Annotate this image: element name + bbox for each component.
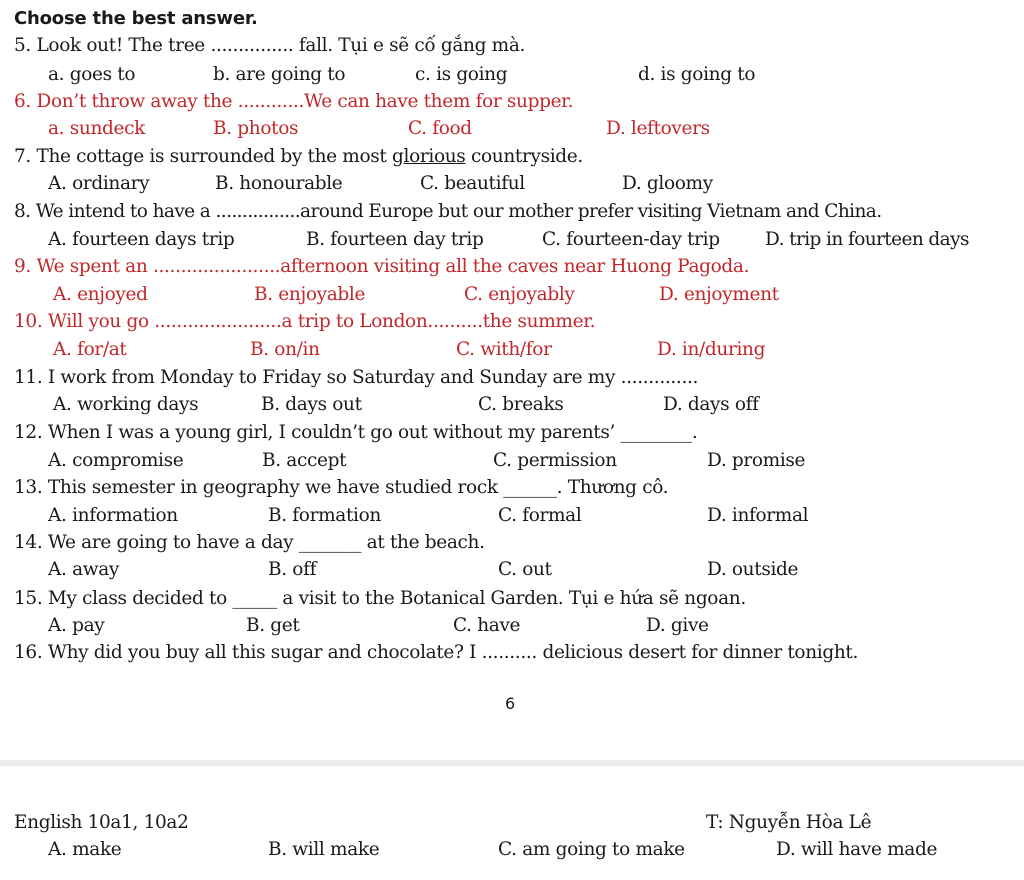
q10-option-d: D. in/during [657,339,766,360]
question-text: . Thương cô. [556,477,669,498]
question-text: fall. Tụi e sẽ cố gắng mà. [293,35,526,56]
q9-option-c: C. enjoyably [464,284,575,305]
q7-option-d: D. gloomy [622,173,713,194]
question-text: a trip to London..........the summer. [281,311,596,332]
q6-option-a: a. sundeck [48,118,145,139]
footer-teacher: T: Nguyễn Hòa Lê [706,812,872,833]
question-text: 9. We spent an [14,256,153,277]
answer-blank: _______ [298,532,362,553]
q14-option-d: D. outside [707,559,799,580]
answer-blank: .............. [620,367,699,388]
q11-option-c: C. breaks [478,394,564,415]
q5-option-c: c. is going [415,64,508,85]
answer-blank: ............ [237,91,305,112]
question-text: afternoon visiting all the caves near Huong Pagoda. [280,256,750,277]
page-number: 6 [505,694,516,713]
q16-option-c: C. am going to make [498,839,685,860]
question-text: 7. The cottage is surrounded by the most [14,146,393,167]
question-text: 15. My class decided to [14,588,233,609]
q13-option-d: D. informal [707,505,809,526]
question-text: 5. Look out! The tree [14,35,211,56]
question-text: delicious desert for dinner tonight. [536,642,859,663]
instruction-heading: Choose the best answer. [14,8,258,29]
q8-option-b: B. fourteen day trip [306,229,484,250]
question-text: 11. I work from Monday to Friday so Saturday and Sunday are my [14,367,621,388]
q10-option-b: B. on/in [250,339,320,360]
question-13 [14,476,668,500]
q12-option-c: C. permission [493,450,617,471]
q15-option-a: A. pay [48,615,105,636]
question-text: We can have them for supper. [304,91,574,112]
q6-option-b: B. photos [213,118,299,139]
q9-option-d: D. enjoyment [659,284,779,305]
q13-option-a: A. information [48,505,178,526]
page-separator [0,760,1024,766]
answer-blank: ______ [503,477,557,498]
answer-blank: ....................... [152,256,281,277]
question-8 [14,200,882,224]
question-6 [14,90,573,114]
q13-option-b: B. formation [268,505,381,526]
answer-blank: ________ [620,422,692,443]
q7-option-a: A. ordinary [48,173,150,194]
question-text: 14. We are going to have a day [14,532,299,553]
question-16 [14,641,858,665]
q8-option-d: D. trip in fourteen days [765,229,969,250]
q15-option-c: C. have [453,615,521,636]
question-text: 8. We intend to have a [14,201,216,222]
question-text: around Europe but our mother prefer visiting Vietnam and China. [300,201,882,222]
question-15 [14,587,746,611]
answer-blank: _____ [232,588,277,609]
q11-option-d: D. days off [663,394,759,415]
q14-option-b: B. off [268,559,317,580]
q13-option-c: C. formal [498,505,582,526]
footer-class: English 10a1, 10a2 [14,812,189,833]
question-text: at the beach. [361,532,485,553]
answer-blank: ....................... [154,311,282,332]
q15-option-b: B. get [246,615,300,636]
q7-option-c: C. beautiful [420,173,525,194]
question-11 [14,366,698,390]
question-10 [14,310,595,334]
question-text: . [691,422,698,443]
q11-option-b: B. days out [261,394,362,415]
q8-option-c: C. fourteen-day trip [542,229,720,250]
q6-option-d: D. leftovers [606,118,710,139]
q15-option-d: D. give [646,615,709,636]
q9-option-b: B. enjoyable [254,284,366,305]
q11-option-a: A. working days [53,394,199,415]
underlined-word: glorious [392,146,466,167]
question-text: 12. When I was a young girl, I couldn’t go out without my parents’ [14,422,621,443]
q14-option-c: C. out [498,559,552,580]
question-9 [14,255,749,279]
question-text: 6. Don’t throw away the [14,91,238,112]
question-text: a visit to the Botanical Garden. Tụi e hứa sẽ ngoan. [276,588,746,609]
answer-blank: ............... [210,35,294,56]
q9-option-a: A. enjoyed [53,284,148,305]
q12-option-d: D. promise [707,450,806,471]
question-text: countryside. [465,146,583,167]
q5-option-d: d. is going to [638,64,756,85]
q10-option-a: A. for/at [53,339,127,360]
question-12 [14,421,697,445]
q12-option-b: B. accept [262,450,347,471]
answer-blank: ................ [215,201,301,222]
q5-option-b: b. are going to [213,64,346,85]
q10-option-c: C. with/for [456,339,552,360]
q12-option-a: A. compromise [48,450,184,471]
answer-blank: .......... [481,642,537,663]
question-5 [14,34,525,58]
q5-option-a: a. goes to [48,64,136,85]
q6-option-c: C. food [408,118,472,139]
question-14 [14,531,485,555]
question-7 [14,145,583,169]
q7-option-b: B. honourable [215,173,343,194]
q14-option-a: A. away [48,559,120,580]
q16-option-a: A. make [48,839,122,860]
q16-option-b: B. will make [268,839,380,860]
question-text: 13. This semester in geography we have studied rock [14,477,504,498]
q8-option-a: A. fourteen days trip [48,229,235,250]
question-text: 16. Why did you buy all this sugar and chocolate? I [14,642,482,663]
question-text: 10. Will you go [14,311,155,332]
q16-option-d: D. will have made [776,839,938,860]
